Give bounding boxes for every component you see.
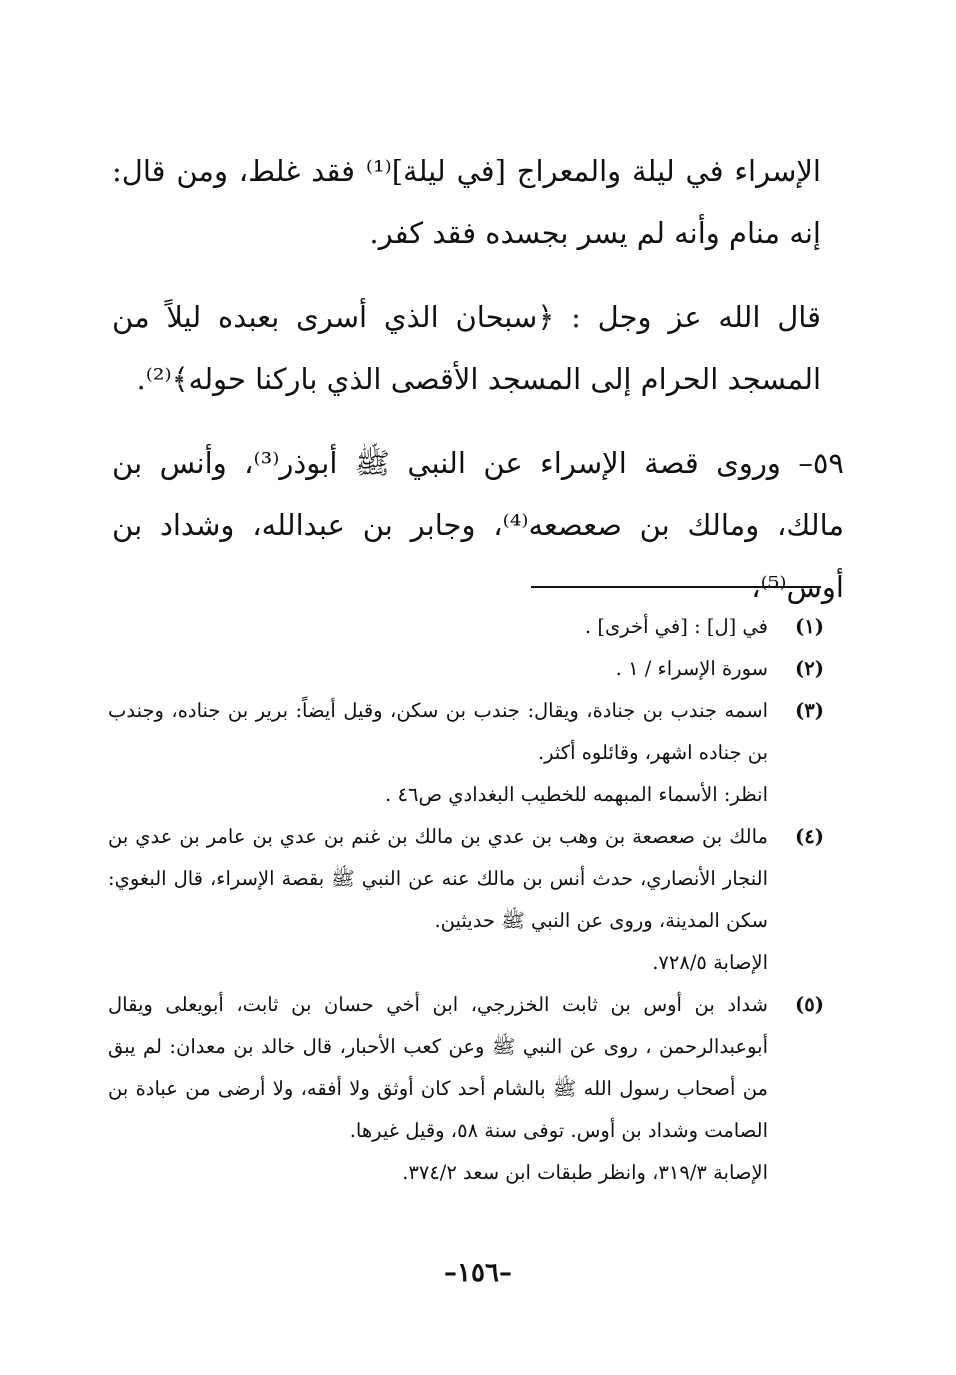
footnote-reference: الإصابة ٣١٩/٣، وانظر طبقات ابن سعد ٣٧٤/٢.	[402, 1161, 768, 1184]
footnote-line: مالك بن صعصعة بن وهب بن عدي بن مالك بن غنم بن عدي بن عامر بن عدي بن النجار الأنصاري، حدث أنس بن مالك عنه عن النبي ﷺ بقصة الإسراء، قال البغوي: سكن المدينة، وروى عن النبي ﷺ حديثين.	[108, 825, 768, 932]
footnote-3	[108, 690, 824, 816]
main-paragraph-59	[112, 432, 844, 618]
footnote-number: (٢)	[795, 657, 824, 680]
paragraph-number: ٥٩–	[798, 446, 845, 480]
footnote-reference: الإصابة ٧٢٨/٥.	[652, 951, 768, 974]
paragraph-59-text: وروى قصة الإسراء عن النبي ﷺ أبوذر⁽³⁾، وأنس بن مالك، ومالك بن صعصعه⁽⁴⁾، وجابر بن عبدالله، وشداد بن أوس⁽⁵⁾،	[112, 446, 844, 604]
page-number: –١٥٦–	[444, 1258, 512, 1288]
quran-quote-paragraph: قال الله عز وجل : ﴿سبحان الذي أسرى بعبده ليلاً من المسجد الحرام إلى المسجد الأقصى الذي باركنا حوله﴾⁽²⁾.	[112, 300, 821, 396]
footnote-number: (٣)	[795, 699, 824, 722]
footnote-5	[108, 984, 824, 1194]
footnote-number: (٥)	[795, 993, 824, 1016]
footnote-1	[108, 606, 824, 648]
footnote-2	[108, 648, 824, 690]
footnote-number: (٤)	[795, 825, 824, 848]
footnote-4	[108, 816, 824, 984]
footnotes	[108, 606, 824, 1194]
footnote-reference: انظر: الأسماء المبهمه للخطيب البغدادي ص٤٦ .	[385, 783, 768, 806]
footnote-line: شداد بن أوس بن ثابت الخزرجي، ابن أخي حسان بن ثابت، أبويعلى ويقال أبوعبدالرحمن ، روى عن النبي ﷺ وعن كعب الأحبار، قال خالد بن معدان: لم يبق من أصحاب رسول الله ﷺ بالشام أحد كان أوثق ولا أفقه، ولا أرضى من عبادة بن الصامت وشداد بن أوس. توفى سنة ٥٨، وقيل غيرها.	[108, 993, 768, 1142]
footnote-line: سورة الإسراء / ١ .	[615, 657, 768, 680]
footnote-separator	[531, 586, 821, 588]
footnote-line: في [ل] : [في أخرى] .	[584, 615, 768, 638]
footnote-number: (١)	[795, 615, 824, 638]
footnote-line: اسمه جندب بن جنادة، ويقال: جندب بن سكن، وقيل أيضاً: برير بن جناده، وجندب بن جناده اشهر، وقائلوه أكثر.	[108, 699, 768, 764]
main-paragraph-1: الإسراء في ليلة والمعراج [في ليلة]⁽¹⁾ فقد غلط، ومن قال: إنه منام وأنه لم يسر بجسده فقد كفر.	[112, 154, 821, 250]
